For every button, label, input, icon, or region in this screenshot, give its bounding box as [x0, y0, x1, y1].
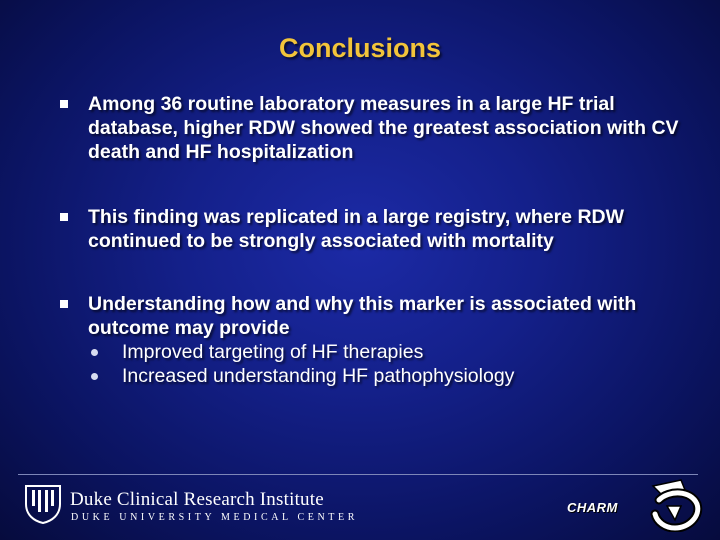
- duke-shield-logo-icon: [24, 484, 62, 524]
- square-bullet-icon: [60, 300, 68, 308]
- square-bullet-icon: [60, 213, 68, 221]
- institute-name: Duke Clinical Research Institute: [70, 489, 324, 510]
- bullet-block: [88, 292, 688, 388]
- bullet-text: This finding was replicated in a large registry, where RDW continued to be strongly associated with mortality: [88, 206, 625, 252]
- sub-bullet-text: Improved targeting of HF therapies: [122, 341, 424, 363]
- round-bullet-icon: [91, 349, 98, 356]
- institute-subtitle: DUKE UNIVERSITY MEDICAL CENTER: [71, 512, 358, 523]
- heart-emblem-icon: [645, 476, 703, 532]
- footer-divider: [18, 474, 698, 475]
- round-bullet-icon: [91, 373, 98, 380]
- sub-bullet-item: [88, 340, 688, 364]
- bullet-text: Among 36 routine laboratory measures in a large HF trial database, higher RDW showed the greatest association with CV death and HF hospitalization: [88, 93, 679, 163]
- sub-bullet-item: [88, 364, 688, 388]
- charm-logo: CHARM: [567, 500, 618, 515]
- square-bullet-icon: [60, 100, 68, 108]
- sub-bullet-text: Increased understanding HF pathophysiology: [122, 365, 515, 387]
- slide-title: Conclusions: [278, 33, 441, 63]
- bullet-text: Understanding how and why this marker is associated with outcome may provide: [88, 293, 637, 339]
